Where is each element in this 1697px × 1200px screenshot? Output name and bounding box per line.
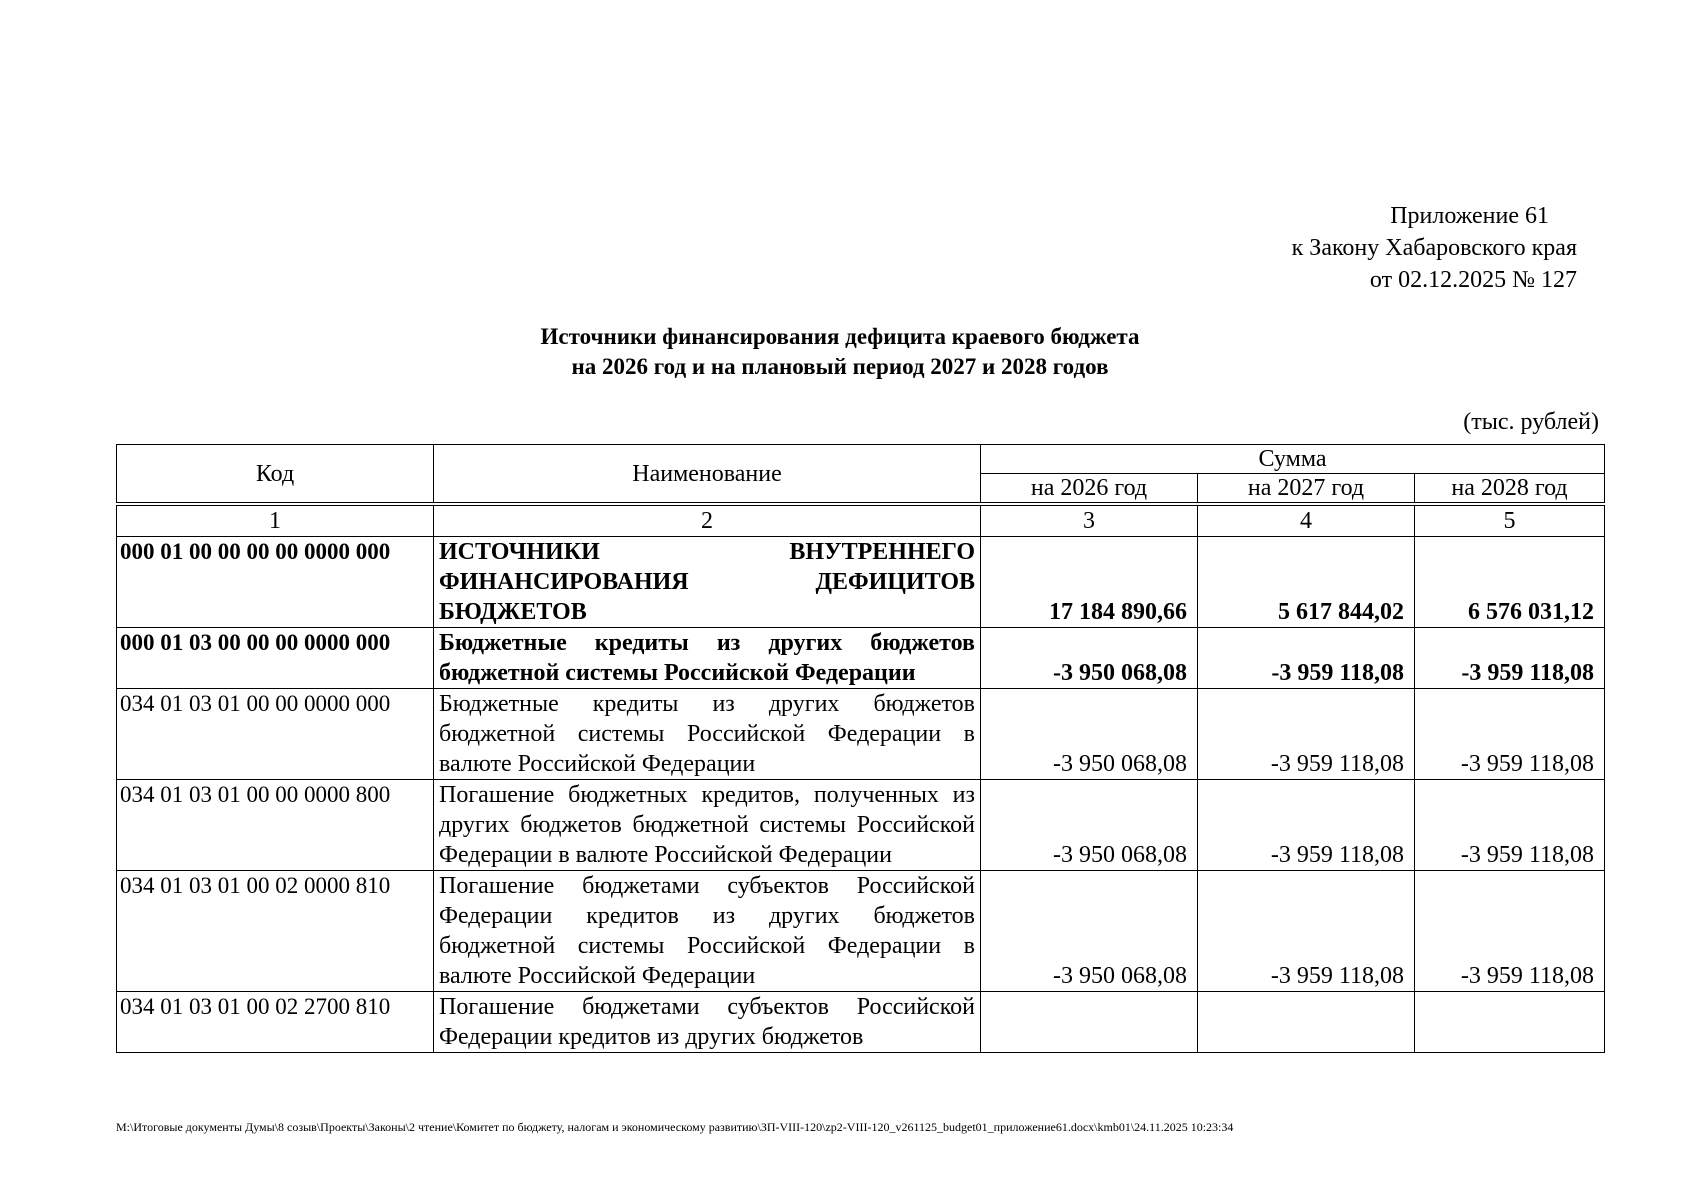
units-label: (тыс. рублей) — [1463, 409, 1599, 435]
row-code: 034 01 03 01 00 02 0000 810 — [117, 871, 434, 992]
row-value-2027: -3 959 118,08 — [1198, 780, 1415, 871]
column-number: 2 — [434, 504, 981, 537]
row-name: Погашение бюджетами субъектов Российской Федерации кредитов из других бюджетов бюджетной системы Российской Федерации в валюте Российской Федерации — [434, 871, 981, 992]
row-value-2026: -3 950 068,08 — [981, 780, 1198, 871]
header-2027: на 2027 год — [1198, 474, 1415, 505]
row-value-2028: 6 576 031,12 — [1415, 537, 1605, 628]
row-value-2028 — [1415, 992, 1605, 1053]
row-name: ИСТОЧНИКИ ВНУТРЕННЕГО ФИНАНСИРОВАНИЯ ДЕФИЦИТОВ БЮДЖЕТОВ — [434, 537, 981, 628]
header-name: Наименование — [434, 445, 981, 505]
row-value-2028: -3 959 118,08 — [1415, 689, 1605, 780]
row-name: Бюджетные кредиты из других бюджетов бюджетной системы Российской Федерации в валюте Российской Федерации — [434, 689, 981, 780]
row-value-2026: -3 950 068,08 — [981, 628, 1198, 689]
table-row — [117, 537, 1605, 628]
row-value-2027: 5 617 844,02 — [1198, 537, 1415, 628]
column-number: 4 — [1198, 504, 1415, 537]
row-name: Погашение бюджетных кредитов, полученных из других бюджетов бюджетной системы Российской Федерации в валюте Российской Федерации — [434, 780, 981, 871]
table-row — [117, 689, 1605, 780]
column-number-row — [117, 504, 1605, 537]
row-code: 000 01 00 00 00 00 0000 000 — [117, 537, 434, 628]
row-value-2027 — [1198, 992, 1415, 1053]
row-value-2026: -3 950 068,08 — [981, 689, 1198, 780]
row-value-2027: -3 959 118,08 — [1198, 689, 1415, 780]
file-path-footer: M:\Итоговые документы Думы\8 созыв\Проекты\Законы\2 чтение\Комитет по бюджету, налогам и экономическому развитию\ЗП-VIII-120\zp2-VIII-120_v261125_budget01_приложение61.docx\kmb01\24.11.2025 10:23:34 — [116, 1120, 1234, 1134]
row-value-2028: -3 959 118,08 — [1415, 780, 1605, 871]
title-line-1: Источники финансирования дефицита краевого бюджета — [540, 324, 1140, 349]
row-value-2028: -3 959 118,08 — [1415, 628, 1605, 689]
table-row — [117, 628, 1605, 689]
row-value-2027: -3 959 118,08 — [1198, 628, 1415, 689]
row-name: Бюджетные кредиты из других бюджетов бюджетной системы Российской Федерации — [434, 628, 981, 689]
header-2028: на 2028 год — [1415, 474, 1605, 505]
appendix-law: к Закону Хабаровского края — [1291, 235, 1577, 261]
row-code: 034 01 03 01 00 00 0000 800 — [117, 780, 434, 871]
header-sum: Сумма — [981, 445, 1605, 474]
row-value-2026: -3 950 068,08 — [981, 871, 1198, 992]
row-value-2028: -3 959 118,08 — [1415, 871, 1605, 992]
row-value-2026 — [981, 992, 1198, 1053]
table-row — [117, 871, 1605, 992]
row-name: Погашение бюджетами субъектов Российской Федерации кредитов из других бюджетов — [434, 992, 981, 1053]
header-row-1 — [117, 445, 1605, 474]
document-title — [400, 322, 1280, 382]
financing-table — [116, 444, 1605, 1053]
row-code: 034 01 03 01 00 02 2700 810 — [117, 992, 434, 1053]
column-number: 1 — [117, 504, 434, 537]
table-row — [117, 992, 1605, 1053]
appendix-block — [1292, 200, 1577, 296]
appendix-date: от 02.12.2025 № 127 — [1369, 267, 1577, 293]
column-number: 5 — [1415, 504, 1605, 537]
header-2026: на 2026 год — [981, 474, 1198, 505]
row-value-2026: 17 184 890,66 — [981, 537, 1198, 628]
column-number: 3 — [981, 504, 1198, 537]
header-code: Код — [117, 445, 434, 505]
title-line-2: на 2026 год и на плановый период 2027 и 2028 годов — [571, 354, 1109, 379]
row-code: 034 01 03 01 00 00 0000 000 — [117, 689, 434, 780]
row-code: 000 01 03 00 00 00 0000 000 — [117, 628, 434, 689]
appendix-number: Приложение 61 — [1390, 203, 1549, 229]
row-value-2027: -3 959 118,08 — [1198, 871, 1415, 992]
table-row — [117, 780, 1605, 871]
